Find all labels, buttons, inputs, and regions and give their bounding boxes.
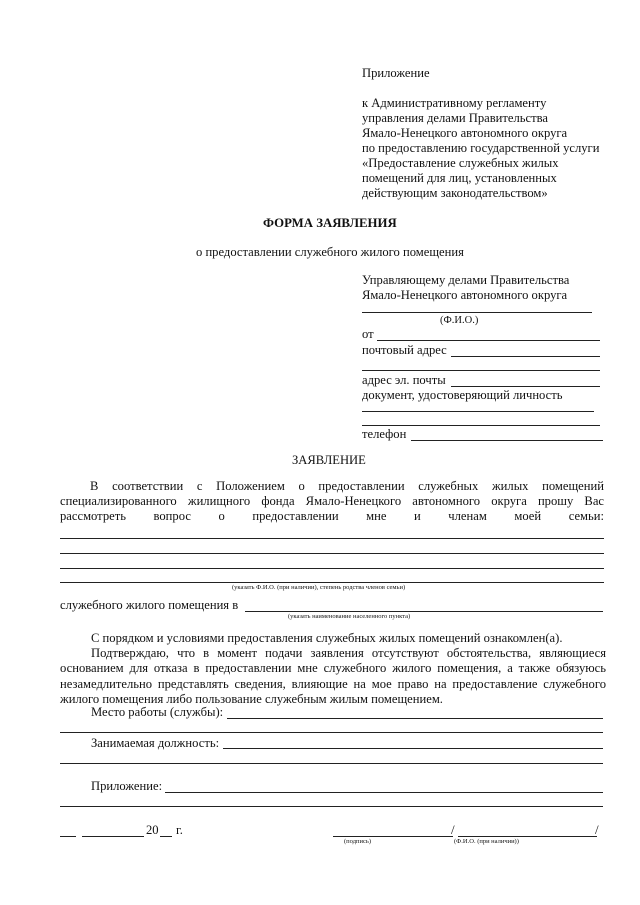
family-field-line[interactable] — [60, 582, 604, 583]
postal-address-field-line[interactable] — [451, 356, 600, 357]
date-year-line[interactable] — [160, 836, 172, 837]
postal-address-label: почтовый адрес — [362, 343, 447, 357]
acquainted-text: С порядком и условиями предоставления служебных жилых помещений ознакомлен(а). — [91, 631, 563, 645]
appendix-line: Ямало-Ненецкого автономного округа — [362, 126, 568, 140]
phone-field-line[interactable] — [411, 440, 603, 441]
email-field-line[interactable] — [451, 386, 600, 387]
signature-fio-field-line[interactable] — [458, 836, 597, 837]
statement-intro-line: рассмотреть вопрос о предоставлении мне и членам моей семьи: — [60, 509, 604, 523]
postal-address-field-line-2[interactable] — [362, 370, 600, 371]
separator-slash: / — [451, 822, 455, 837]
attachment-field-line[interactable] — [165, 792, 603, 793]
signature-field-line[interactable] — [333, 836, 453, 837]
date-month-line[interactable] — [82, 836, 144, 837]
id-document-field-line[interactable] — [362, 411, 594, 412]
workplace-field-line[interactable] — [227, 718, 603, 719]
signature-fio-hint: (Ф.И.О. (при наличии)) — [454, 838, 519, 845]
workplace-label: Место работы (службы): — [91, 705, 224, 719]
statement-intro-line: специализированного жилищного фонда Ямало-Ненецкого автономного округа прошу Вас — [60, 494, 604, 508]
id-document-label: документ, удостоверяющий личность — [362, 388, 563, 402]
date-year-prefix: 20 — [146, 823, 159, 837]
date-day-line[interactable] — [60, 836, 76, 837]
position-field-line-2[interactable] — [60, 763, 603, 764]
fio-hint: (Ф.И.О.) — [440, 315, 479, 326]
family-field-line[interactable] — [60, 568, 604, 569]
family-field-line[interactable] — [60, 553, 604, 554]
separator-slash-end: / — [595, 822, 599, 837]
appendix-line: управления делами Правительства — [362, 111, 548, 125]
id-document-field-line-2[interactable] — [362, 425, 600, 426]
statement-heading: ЗАЯВЛЕНИЕ — [292, 453, 366, 467]
from-field-line[interactable] — [377, 340, 600, 341]
appendix-line: помещений для лиц, установленных — [362, 171, 557, 185]
form-title: ФОРМА ЗАЯВЛЕНИЯ — [263, 216, 397, 230]
family-field-line[interactable] — [60, 538, 604, 539]
workplace-field-line-2[interactable] — [60, 732, 603, 733]
position-label: Занимаемая должность: — [91, 736, 220, 750]
form-subtitle: о предоставлении служебного жилого помещения — [196, 245, 464, 259]
locality-hint: (указать наименование населенного пункта) — [288, 613, 411, 620]
date-suffix: г. — [176, 823, 183, 837]
attachment-field-line-2[interactable] — [60, 806, 603, 807]
position-field-line[interactable] — [223, 748, 603, 749]
housing-label: служебного жилого помещения в — [60, 598, 239, 612]
appendix-line: действующим законодательством» — [362, 186, 548, 200]
addressee-line: Ямало-Ненецкого автономного округа — [362, 288, 568, 302]
statement-intro-line: В соответствии с Положением о предоставлении служебных жилых помещений — [90, 479, 604, 493]
appendix-line: по предоставлению государственной услуги — [362, 141, 600, 155]
addressee-line: Управляющему делами Правительства — [362, 273, 570, 287]
signature-hint: (подпись) — [344, 838, 371, 845]
appendix-heading: Приложение — [362, 66, 430, 80]
email-label: адрес эл. почты — [362, 373, 446, 387]
confirm-text: Подтверждаю, что в момент подачи заявления отсутствуют обстоятельства, являющиеся основанием для отказа в предоставлении мне служебного жилого помещения, а также обязуюсь незамедлительно представлять сведения, влияющие на мое право на предоставление служебного жилого помещения либо пользование служебным жилым помещением. — [60, 646, 606, 707]
appendix-line: к Административному регламенту — [362, 96, 547, 110]
locality-field-line[interactable] — [245, 611, 603, 612]
phone-label: телефон — [362, 427, 407, 441]
family-hint: (указать Ф.И.О. (при наличии), степень родства членов семьи) — [232, 584, 406, 591]
attachment-label: Приложение: — [91, 779, 163, 793]
from-label: от — [362, 327, 374, 341]
appendix-line: «Предоставление служебных жилых — [362, 156, 559, 170]
